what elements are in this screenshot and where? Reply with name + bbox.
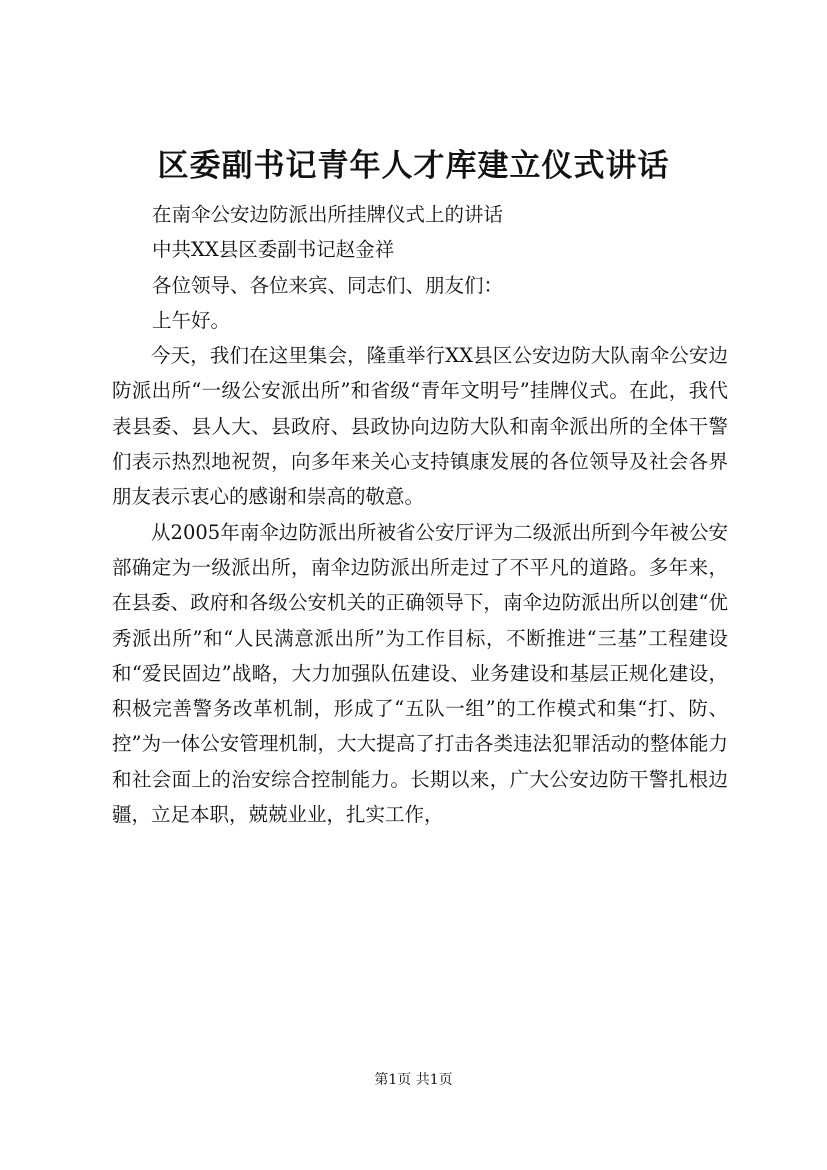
document-title: 区委副书记青年人才库建立仪式讲话 bbox=[157, 148, 670, 184]
greeting: 上午好。 bbox=[152, 308, 231, 332]
speech-subtitle: 在南伞公安边防派出所挂牌仪式上的讲话 bbox=[152, 203, 504, 226]
speaker-line: 中共XX县区委副书记赵金祥 bbox=[152, 238, 395, 262]
paragraph: 从2005年南伞边防派出所被省公安厅评为二级派出所到今年被公安部确定为一级派出所，南伞边防派出所走过了不平凡的道路。多年来，在县委、政府和各级公安机关的正确领导下，南伞边防派出所以创建“优秀派出所”和“人民满意派出所”为工作目标，不断推进“三基”工程建设和“爱民固边”战略，大力加强队伍建设、业务建设和基层正规化建设，积极完善警务改革机制，形成了“五队一组”的工作模式和集“打、防、控”为一体公安管理机制，大大提高了打击各类违法犯罪活动的整体能力和社会面上的治安综合控制能力。长期以来，广大公安边防干警扎根边疆，立足本职，兢兢业业，扎实工作， bbox=[112, 520, 728, 827]
paragraph: 今天，我们在这里集会，隆重举行XX县区公安边防大队南伞公安边防派出所“一级公安派出所”和省级“青年文明号”挂牌仪式。在此，我代表县委、县人大、县政府、县政协向边防大队和南伞派出所的全体干警们表示热烈地祝贺，向多年来关心支持镇康发展的各位领导及社会各界朋友表示衷心的感谢和崇高的敬意。 bbox=[112, 344, 728, 509]
page-footer: 第1页 共1页 bbox=[374, 1072, 453, 1088]
salutation: 各位领导、各位来宾、同志们、朋友们： bbox=[152, 273, 504, 297]
document-body bbox=[112, 197, 728, 832]
